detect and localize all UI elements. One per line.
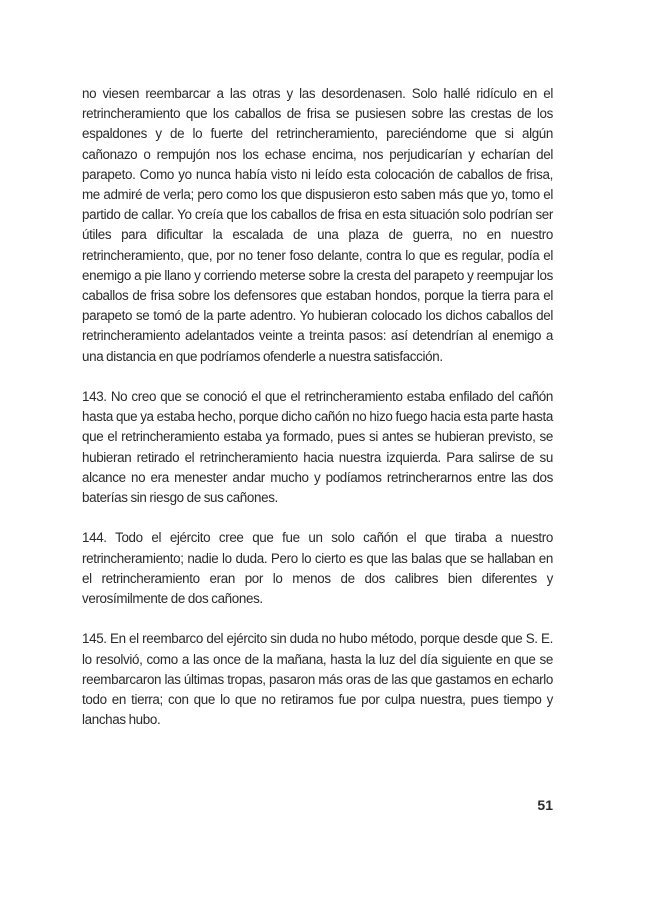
paragraph-continued: no viesen reembarcar a las otras y las desordenasen. Solo hallé ridículo en el retrincheramiento que los caballos de frisa se pusiesen sobre las crestas de los espaldones y de lo fuerte del retrincheramiento, pareciéndome que si algún cañonazo o rempujón nos los echase encima, nos perjudicarían y echarían del parapeto. Como yo nunca había visto ni leído esta colocación de caballos de frisa, me admiré de verla; pero como los que dispusieron esto saben más que yo, tomo el partido de callar. Yo creía que los caballos de frisa en esta situación solo podrían ser útiles para dificultar la escalada de una plaza de guerra, no en nuestro retrincheramiento, que, por no tener foso delante, contra lo que es regular, podía el enemigo a pie llano y corriendo meterse sobre la cresta del parapeto y reempujar los caballos de frisa sobre los defensores que estaban hondos, porque la tierra para el parapeto se tomó de la parte adentro. Yo hubieran colocado los dichos caballos del retrincheramiento adelantados veinte a treinta pasos: así detendrían al enemigo a una distancia en que podríamos ofenderle a nuestra satisfacción. (82, 86, 553, 364)
page-number: 51 (537, 797, 553, 813)
body-text (82, 84, 553, 730)
paragraph-143: 143. No creo que se conoció el que el retrincheramiento estaba enfilado del cañón hasta que ya estaba hecho, porque dicho cañón no hizo fuego hacia esta parte hasta que el retrincheramiento estaba ya formado, pues si antes se hubieran previsto, se hubieran retirado el retrincheramiento hacia nuestra izquierda. Para salirse de su alcance no era menester andar mucho y podíamos retrincherarnos entre las dos baterías sin riesgo de sus cañones. (82, 389, 553, 506)
paragraph-144: 144. Todo el ejército cree que fue un solo cañón el que tiraba a nuestro retrincheramiento; nadie lo duda. Pero lo cierto es que las balas que se hallaban en el retrincheramiento eran por lo menos de dos calibres bien diferentes y verosímilmente de dos cañones. (82, 530, 553, 607)
paragraph-145: 145. En el reembarco del ejército sin duda no hubo método, porque desde que S. E. lo resolvió, como a las once de la mañana, hasta la luz del día siguiente en que se reembarcaron las últimas tropas, pasaron más oras de las que gastamos en echarlo todo en tierra; con que lo que no retiramos fue por culpa nuestra, pues tiempo y lanchas hubo. (82, 631, 553, 728)
